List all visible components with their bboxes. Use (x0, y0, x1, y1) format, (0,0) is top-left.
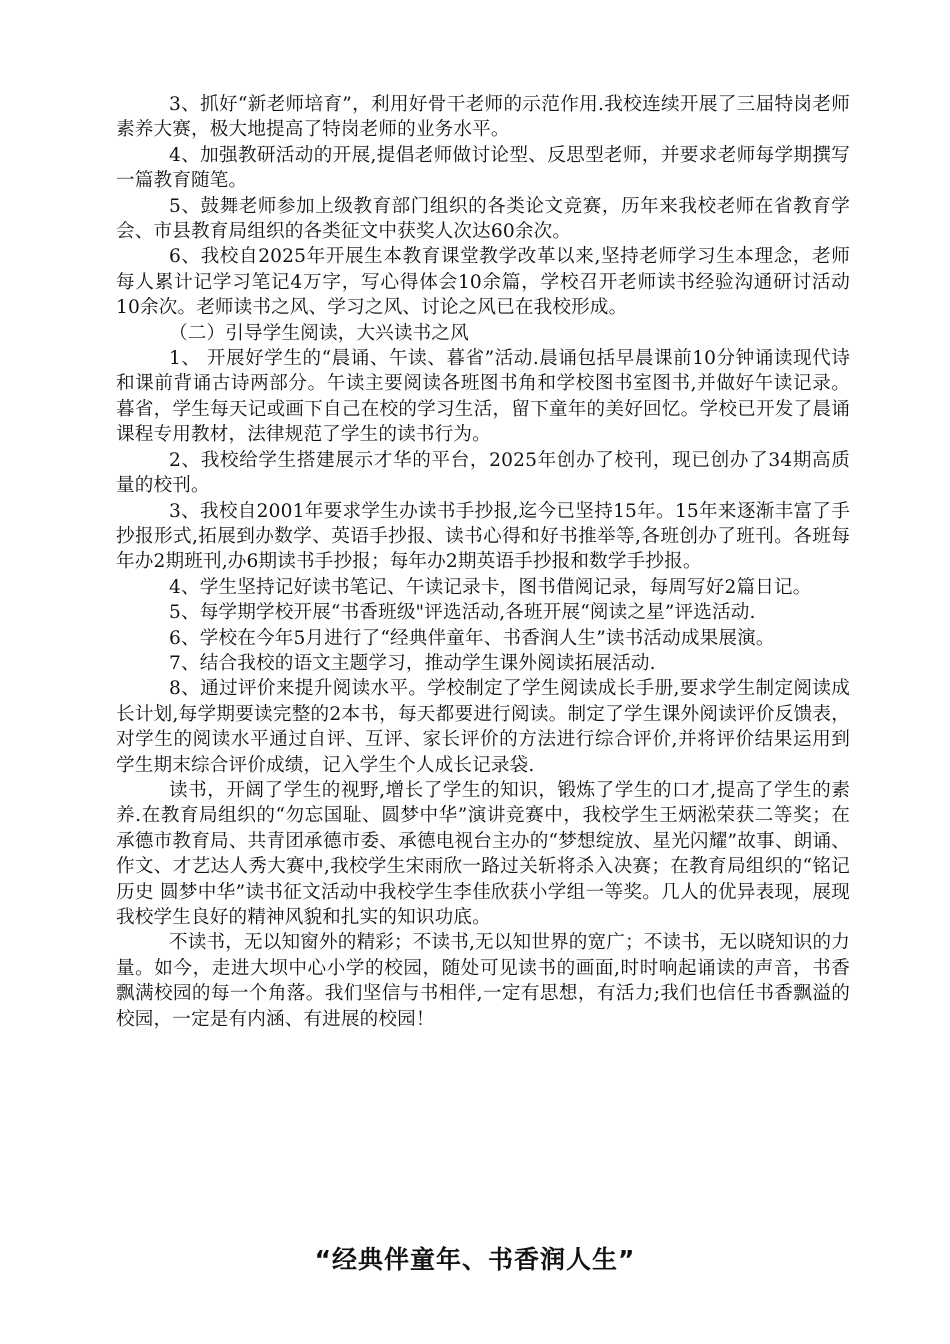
paragraph-student-1: 1、 开展好学生的“晨诵、午读、暮省”活动.晨诵包括早晨课前10分钟诵读现代诗和课前背诵古诗两部分。午读主要阅读各班图书角和学校图书室图书,并做好午读记录。暮省，学生每天记或画下自己在校的学习生活，留下童年的美好回忆。学校已开发了晨诵课程专用教材，法律规范了学生的读书行为。 (116, 348, 850, 446)
paragraph-student-4: 4、学生坚持记好读书笔记、午读记录卡，图书借阅记录，每周写好2篇日记。 (169, 576, 812, 598)
next-article-title: “经典伴童年、书香润人生” (314, 1245, 636, 1274)
paragraph-student-5: 5、每学期学校开展“书香班级"评选活动,各班开展“阅读之星”评选活动. (169, 602, 756, 624)
paragraph-student-2: 2、我校给学生搭建展示才华的平台，2025年创办了校刊，现已创办了34期高质量的校刊。 (116, 449, 850, 497)
paragraph-item-6: 6、我校自2025年开展生本教育课堂教学改革以来,坚持老师学习生本理念，老师每人累计记学习笔记4万字，写心得体会10余篇，学校召开老师读书经验沟通研讨活动10余次。老师读书之风、学习之风、讨论之风已在我校形成。 (116, 246, 850, 319)
paragraph-student-8: 8、通过评价来提升阅读水平。学校制定了学生阅读成长手册,要求学生制定阅读成长计划,每学期要读完整的2本书，每天都要进行阅读。制定了学生课外阅读评价反馈表，对学生的阅读水平通过自评、互评、家长评价的方法进行综合评价,并将评价结果运用到学生期末综合评价成绩，记入学生个人成长记录袋. (116, 678, 850, 776)
paragraph-student-7: 7、结合我校的语文主题学习，推动学生课外阅读拓展活动. (169, 652, 656, 674)
paragraph-item-5: 5、鼓舞老师参加上级教育部门组织的各类论文竞赛，历年来我校老师在省教育学会、市县教育局组织的各类征文中获奖人次达60余次。 (116, 195, 850, 243)
paragraph-conclusion: 不读书，无以知窗外的精彩；不读书,无以知世界的宽广；不读书，无以晓知识的力量。如今，走进大坝中心小学的校园，随处可见读书的画面,时时响起诵读的声音，书香飘满校园的每一个角落。我们坚信与书相伴,一定有思想，有活力;我们也信任书香飘溢的校园，一定是有内涵、有进展的校园！ (116, 932, 850, 1030)
paragraph-item-4: 4、加强教研活动的开展,提倡老师做讨论型、反思型老师，并要求老师每学期撰写一篇教育随笔。 (116, 144, 850, 192)
paragraph-achievements: 读书，开阔了学生的视野,增长了学生的知识，锻炼了学生的口才,提高了学生的素养.在教育局组织的“勿忘国耻、圆梦中华”演讲竞赛中，我校学生王炳淞荣获二等奖；在承德市教育局、共青团承德市委、承德电视台主办的“梦想绽放、星光闪耀”故事、朗诵、作文、才艺达人秀大赛中,我校学生宋雨欣一路过关斩将杀入决赛；在教育局组织的“铭记历史 圆梦中华”读书征文活动中我校学生李佳欣获小学组一等奖。几人的优异表现，展现我校学生良好的精神风貌和扎实的知识功底。 (116, 779, 850, 928)
section-heading: （二）引导学生阅读，大兴读书之风 (169, 322, 469, 344)
paragraph-student-6: 6、学校在今年5月进行了“经典伴童年、书香润人生”读书活动成果展演。 (169, 627, 775, 649)
paragraph-item-3: 3、抓好“新老师培育”，利用好骨干老师的示范作用.我校连续开展了三届特岗老师素养大赛，极大地提高了特岗老师的业务水平。 (116, 94, 850, 141)
paragraph-student-3: 3、我校自2001年要求学生办读书手抄报,迄今已坚持15年。15年来逐渐丰富了手抄报形式,拓展到办数学、英语手抄报、读书心得和好书推举等,各班创办了班刊。各班每年办2期班刊,办6期读书手抄报；每年办2期英语手抄报和数学手抄报。 (116, 500, 850, 573)
document-body (116, 92, 850, 1032)
